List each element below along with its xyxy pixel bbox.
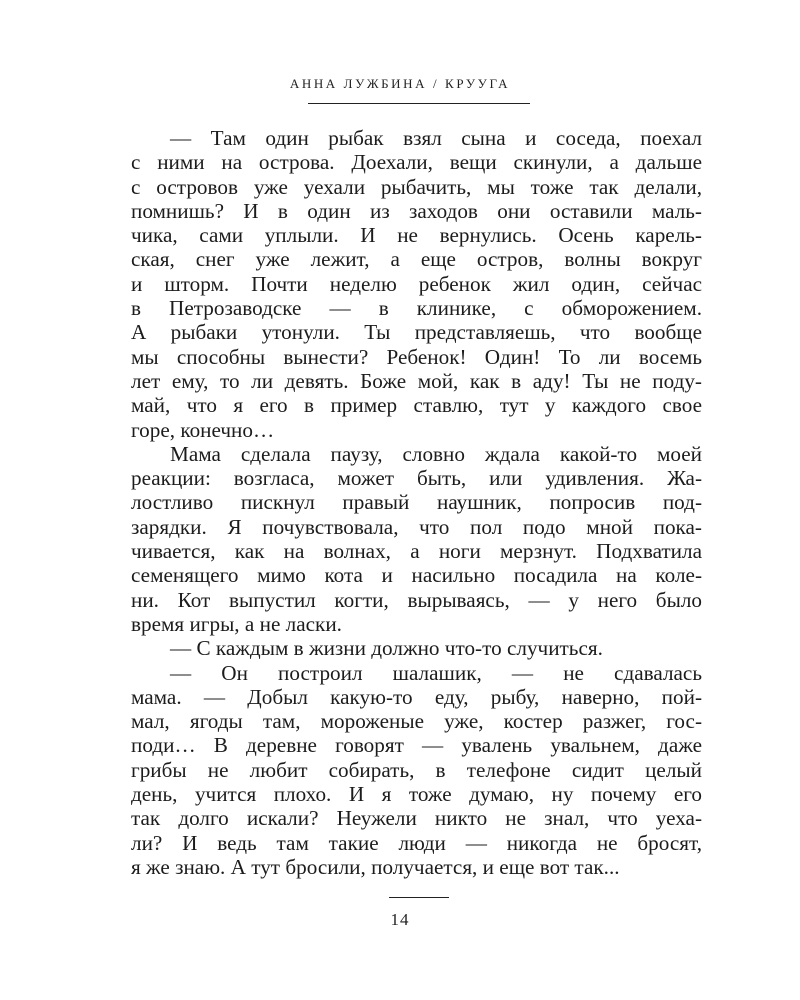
text-line: — Там один рыбак взял сына и соседа, поехал	[170, 126, 702, 150]
text-line: А рыбаки утонули. Ты представляешь, что вообще	[131, 320, 702, 345]
paragraph	[131, 661, 702, 880]
text-line: ская, снег уже лежит, а еще остров, волны вокруг	[131, 247, 702, 272]
text-line: поди… В деревне говорят — увалень увальнем, даже	[131, 733, 702, 758]
text-line: ли? И ведь там такие люди — никогда не бросят,	[131, 830, 702, 855]
text-line: горе, конечно…	[131, 417, 275, 442]
text-line: — Он построил шалашик, — не сдавалась	[170, 660, 702, 685]
text-line: лет ему, то ли девять. Боже мой, как в аду! Ты не поду-	[131, 368, 702, 393]
text-line: чика, сами уплыли. И не вернулись. Осень карель-	[131, 223, 702, 248]
text-line: в Петрозаводске — в клинике, с обморожением.	[131, 296, 702, 321]
text-line: с ними на острова. Доехали, вещи скинули, а дальше	[131, 150, 702, 175]
text-line: я же знаю. А тут бросили, получается, и еще вот так...	[131, 854, 620, 879]
text-line: грибы не любит собирать, в телефоне сидит целый	[131, 757, 702, 782]
paragraph	[131, 442, 702, 636]
text-line: с островов уже уехали рыбачить, мы тоже так делали,	[131, 174, 702, 199]
footer-rule	[389, 897, 449, 898]
paragraph	[131, 636, 702, 660]
text-line: — С каждым в жизни должно что-то случиться.	[170, 636, 603, 661]
text-line: мы способны вынести? Ребенок! Один! То ли восемь	[131, 344, 702, 369]
text-line: семенящего мимо кота и насильно посадила на коле-	[131, 563, 702, 588]
text-line: и шторм. Почти неделю ребенок жил один, сейчас	[131, 271, 702, 296]
text-line: день, учится плохо. И я тоже думаю, ну почему его	[131, 782, 702, 807]
text-line: чивается, как на волнах, а ноги мерзнут. Подхватила	[131, 539, 702, 564]
page-number: 14	[390, 910, 410, 929]
text-line: май, что я его в пример ставлю, тут у каждого свое	[131, 393, 702, 418]
text-line: мал, ягоды там, мороженые уже, костер разжег, гос-	[131, 709, 702, 734]
body-text	[131, 126, 702, 879]
text-line: так долго искали? Неужели никто не знал, что уеха-	[131, 806, 702, 831]
running-head: АННА ЛУЖБИНА / КРУУГА	[289, 76, 511, 91]
text-line: мама. — Добыл какую-то еду, рыбу, наверно, пой-	[131, 684, 702, 709]
text-line: реакции: возгласа, может быть, или удивления. Жа-	[131, 466, 702, 491]
text-line: ни. Кот выпустил когти, вырываясь, — у него было	[131, 587, 702, 612]
header-rule	[308, 103, 530, 104]
text-line: время игры, а не ласки.	[131, 611, 342, 636]
text-line: зарядки. Я почувствовала, что пол подо мной пока-	[131, 514, 702, 539]
text-line: Мама сделала паузу, словно ждала какой-то моей	[170, 441, 702, 466]
text-line: помнишь? И в один из заходов они оставили маль-	[131, 198, 702, 223]
paragraph	[131, 126, 702, 442]
text-line: лостливо пискнул правый наушник, попросив под-	[131, 490, 702, 515]
